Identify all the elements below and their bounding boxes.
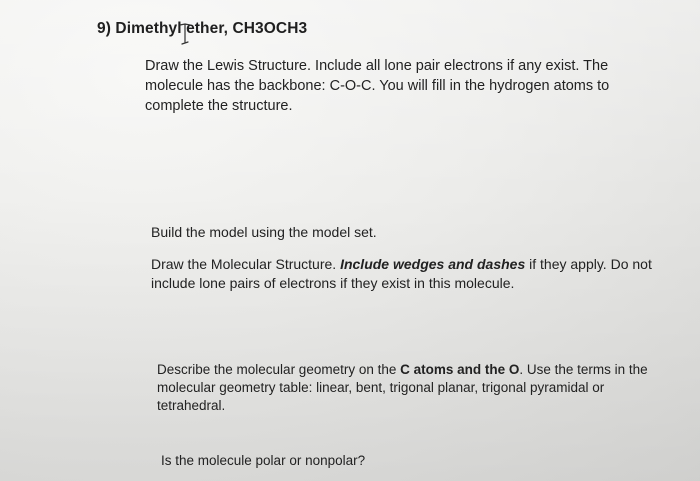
lewis-structure-instructions: Draw the Lewis Structure. Include all lone pair electrons if any exist. The molecule has the backbone: C-O-C. You will fill in the hydrogen atoms to complete the structure. <box>145 58 610 114</box>
molecular-structure-text-before: Draw the Molecular Structure. <box>151 256 341 272</box>
question-number: 9) <box>97 20 111 37</box>
molecular-structure-text-after: if they apply. Do not include lone pairs of electrons if they exist in this molecule. <box>151 256 652 291</box>
polarity-question: Is the molecule polar or nonpolar? <box>161 453 366 468</box>
geometry-instructions <box>157 361 657 415</box>
geometry-emphasis: C atoms and the O <box>400 362 520 377</box>
molecular-structure-emphasis: Include wedges and dashes <box>340 256 526 272</box>
molecule-formula: CH3OCH3 <box>232 20 308 37</box>
question-title <box>97 20 307 38</box>
geometry-text-before: Describe the molecular geometry on the <box>157 362 401 377</box>
molecule-name: Dimethyl ether, <box>115 20 229 37</box>
handwritten-mark-icon <box>177 22 193 46</box>
geometry-text-after: . Use the terms in the molecular geometry table: linear, bent, trigonal planar, trigonal pyramidal or tetrahedral. <box>157 362 648 413</box>
molecular-structure-instructions <box>151 255 671 293</box>
model-instructions: Build the model using the model set. <box>151 224 377 240</box>
